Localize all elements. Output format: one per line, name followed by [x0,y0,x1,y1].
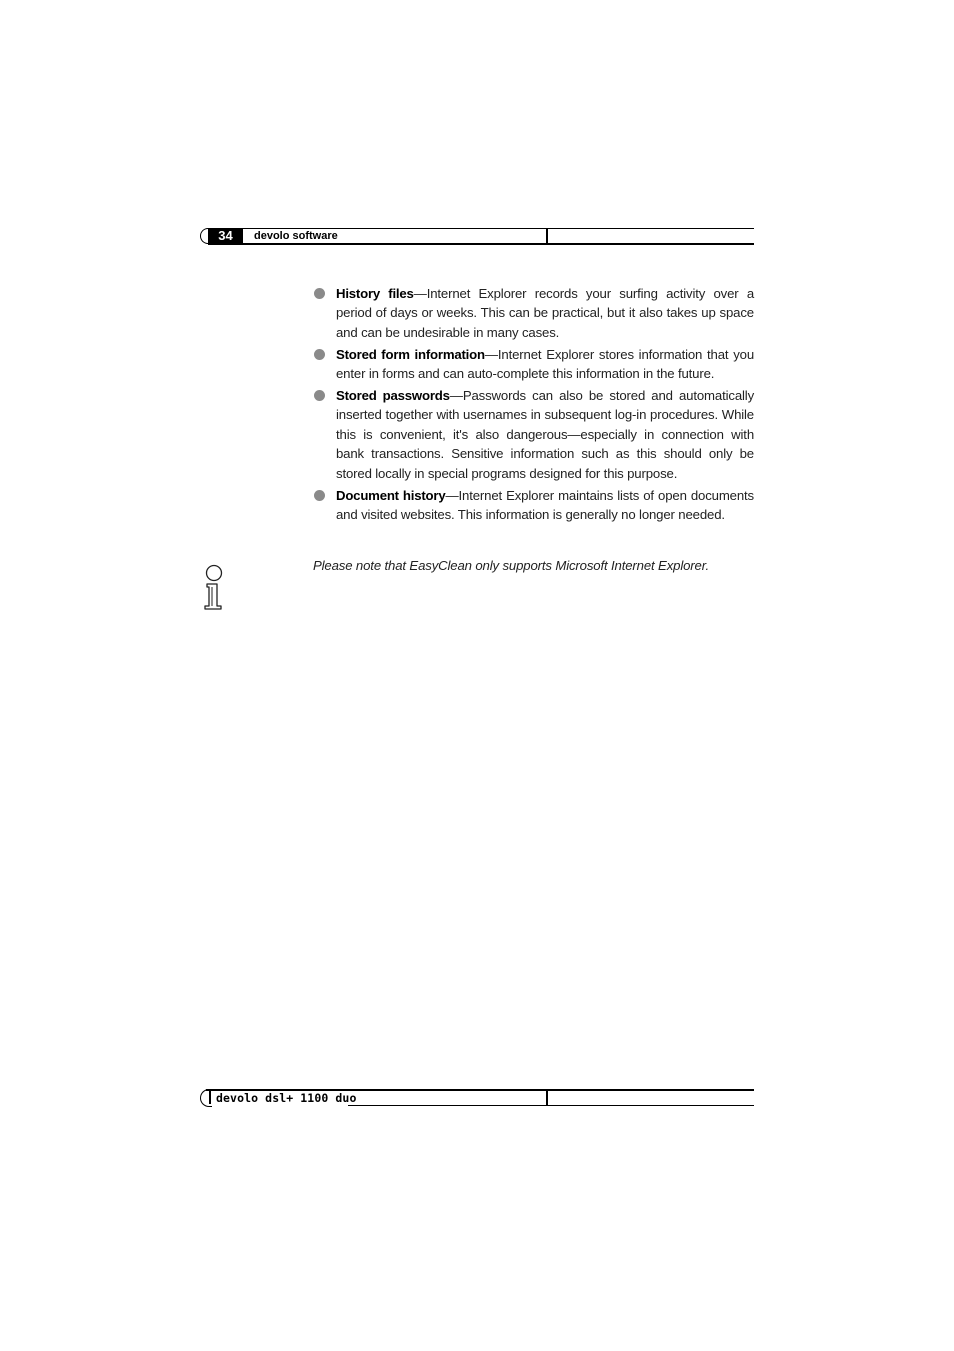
page-number: 34 [208,228,243,244]
bullet-icon [314,349,325,360]
footer-separator [546,1091,548,1105]
item-text: —Internet Explorer stores information that you enter in forms and can auto-complete this information in the future. [336,346,755,382]
list-item [313,486,754,525]
header-separator [546,229,548,243]
page-footer [200,1089,754,1109]
item-term: Stored form information [336,346,485,362]
footer-rule-bottom [348,1105,754,1106]
info-icon [201,564,227,610]
item-term: Stored passwords [336,388,450,404]
list-item [313,345,754,384]
list-item [313,386,754,483]
item-term: History files [336,286,414,301]
item-text: —Passwords can also be stored and automatically inserted together with usernames in subsequent log-in procedures. While this is convenient, it's also dangerous—especially in connection with bank transactions. Sensitive information such as this should only be stored locally in special programs designed for this purpose. [336,388,755,481]
bullet-icon [314,288,325,299]
product-title: devolo dsl+ 1100 duo [216,1091,357,1105]
list-item [313,284,754,342]
bullet-list [313,284,754,527]
bullet-icon [314,390,325,401]
note-text: Please note that EasyClean only supports Microsoft Internet Explorer. [313,558,709,573]
item-term: Document history [336,487,446,503]
item-text: —Internet Explorer maintains lists of open documents and visited websites. This information is generally no longer needed. [336,487,754,522]
item-text: —Internet Explorer records your surfing activity over a period of days or weeks. This can be practical, but it also takes up space and can be undesirable in many cases. [336,286,754,340]
section-title: devolo software [254,230,338,242]
page-header [200,228,754,246]
bullet-icon [314,490,325,501]
footer-bar [209,1091,211,1104]
